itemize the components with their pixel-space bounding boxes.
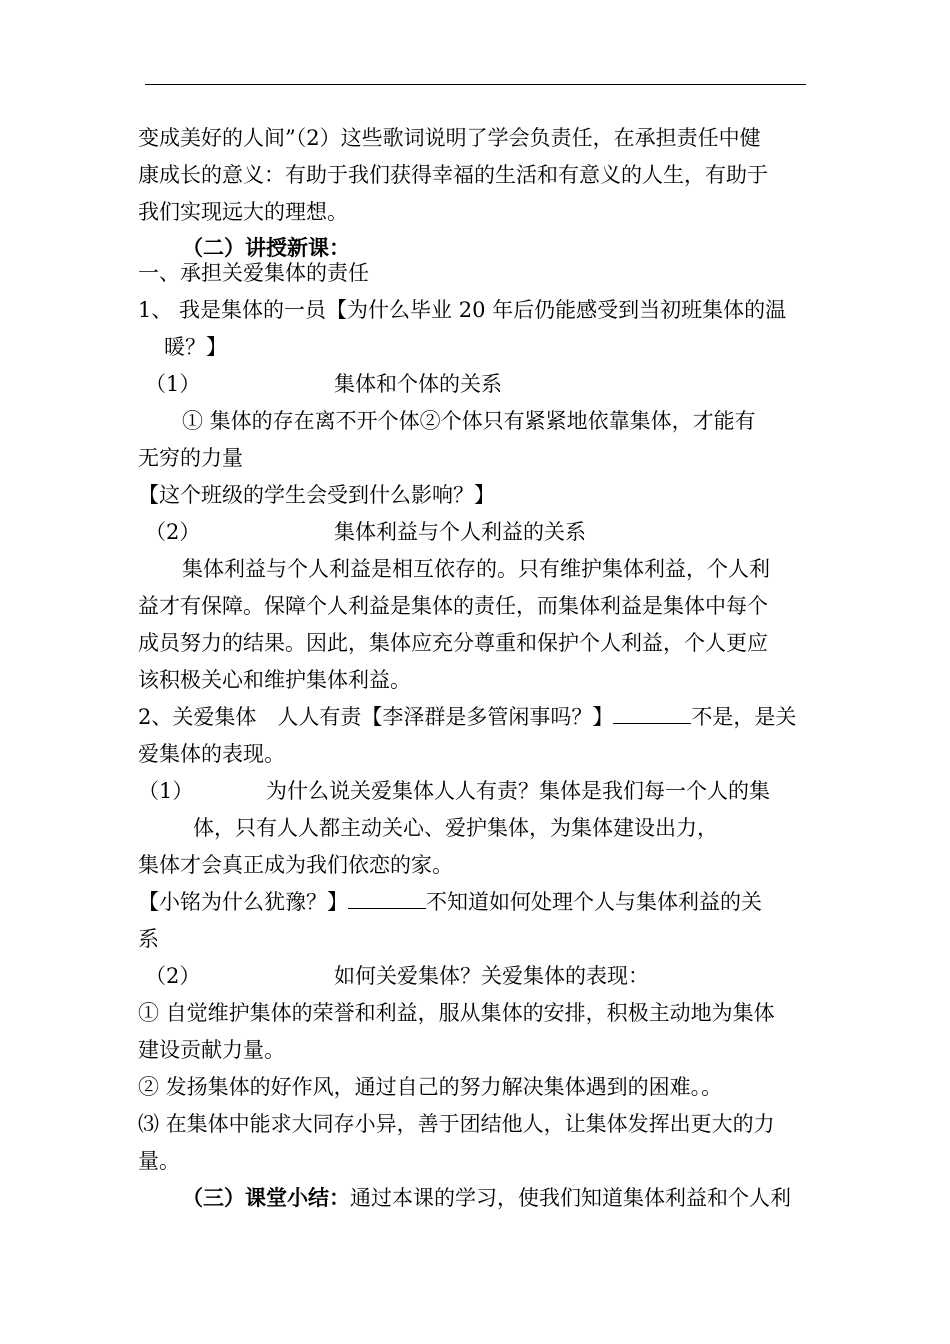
item-title: 集体和个体的关系 xyxy=(334,372,502,396)
paragraph-line: 1、 我是集体的一员【为什么毕业 20 年后仍能感受到当初班集体的温 xyxy=(138,298,787,322)
paragraph-line: ① 集体的存在离不开个体②个体只有紧紧地依靠集体，才能有 xyxy=(182,409,756,433)
paragraph-line: 集体利益与个人利益是相互依存的。只有维护集体利益，个人利 xyxy=(182,557,770,581)
line-text: 2、关爱集体 人人有责【李泽群是多管闲事吗？】 xyxy=(138,705,614,729)
paragraph-line: 康成长的意义：有助于我们获得幸福的生活和有意义的人生，有助于 xyxy=(138,163,768,187)
paragraph-line: 变成美好的人间”（2）这些歌词说明了学会负责任，在承担责任中健 xyxy=(138,126,761,150)
item-number: （1） xyxy=(138,779,194,803)
list-item: ① 自觉维护集体的荣誉和利益，服从集体的安排，积极主动地为集体 xyxy=(138,1001,775,1025)
item-title: 集体利益与个人利益的关系 xyxy=(334,520,586,544)
paragraph-line: 该积极关心和维护集体利益。 xyxy=(138,668,411,692)
paragraph-line: 成员努力的结果。因此，集体应充分尊重和保护个人利益，个人更应 xyxy=(138,631,768,655)
line-text: 不知道如何处理个人与集体利益的关 xyxy=(426,890,762,914)
item-number: （2） xyxy=(145,964,201,988)
line-text: 【小铭为什么犹豫？】 xyxy=(138,890,348,914)
header-rule xyxy=(145,84,806,85)
item-number: （2） xyxy=(145,520,201,544)
paragraph-line: 益才有保障。保障个人利益是集体的责任，而集体利益是集体中每个 xyxy=(138,594,768,618)
subsection-heading: 一、承担关爱集体的责任 xyxy=(138,261,369,285)
item-number: （1） xyxy=(145,372,201,396)
summary-line xyxy=(182,1185,791,1211)
summary-heading: （三）课堂小结： xyxy=(182,1185,350,1210)
section-heading: （二）讲授新课： xyxy=(182,235,350,260)
answer-blank xyxy=(348,889,426,909)
line-text: 不是，是关 xyxy=(691,705,797,729)
paragraph-line: 我们实现远大的理想。 xyxy=(138,200,348,224)
item-title: 如何关爱集体？关爱集体的表现： xyxy=(334,964,649,988)
list-item: ② 发扬集体的好作风，通过自己的努力解决集体遇到的困难。。 xyxy=(138,1075,723,1099)
paragraph-line: 体，只有人人都主动关心、爱护集体，为集体建设出力， xyxy=(193,816,718,840)
paragraph-line xyxy=(138,704,796,730)
paragraph-line: 无穷的力量 xyxy=(138,446,243,470)
question-line xyxy=(138,889,762,915)
list-item: ⑶ 在集体中能求大同存小异，善于团结他人，让集体发挥出更大的力 xyxy=(138,1112,775,1136)
paragraph-line: 爱集体的表现。 xyxy=(138,742,285,766)
paragraph-line: 暖？】 xyxy=(164,335,227,359)
line-text: 通过本课的学习，使我们知道集体利益和个人利 xyxy=(350,1186,791,1210)
answer-blank xyxy=(613,704,691,724)
paragraph-line: 集体才会真正成为我们依恋的家。 xyxy=(138,853,453,877)
item-title: 为什么说关爱集体人人有责？集体是我们每一个人的集 xyxy=(266,779,770,803)
paragraph-line: 量。 xyxy=(138,1149,180,1173)
paragraph-line: 系 xyxy=(138,927,159,951)
question-line: 【这个班级的学生会受到什么影响？】 xyxy=(138,483,495,507)
paragraph-line: 建设贡献力量。 xyxy=(138,1038,285,1062)
